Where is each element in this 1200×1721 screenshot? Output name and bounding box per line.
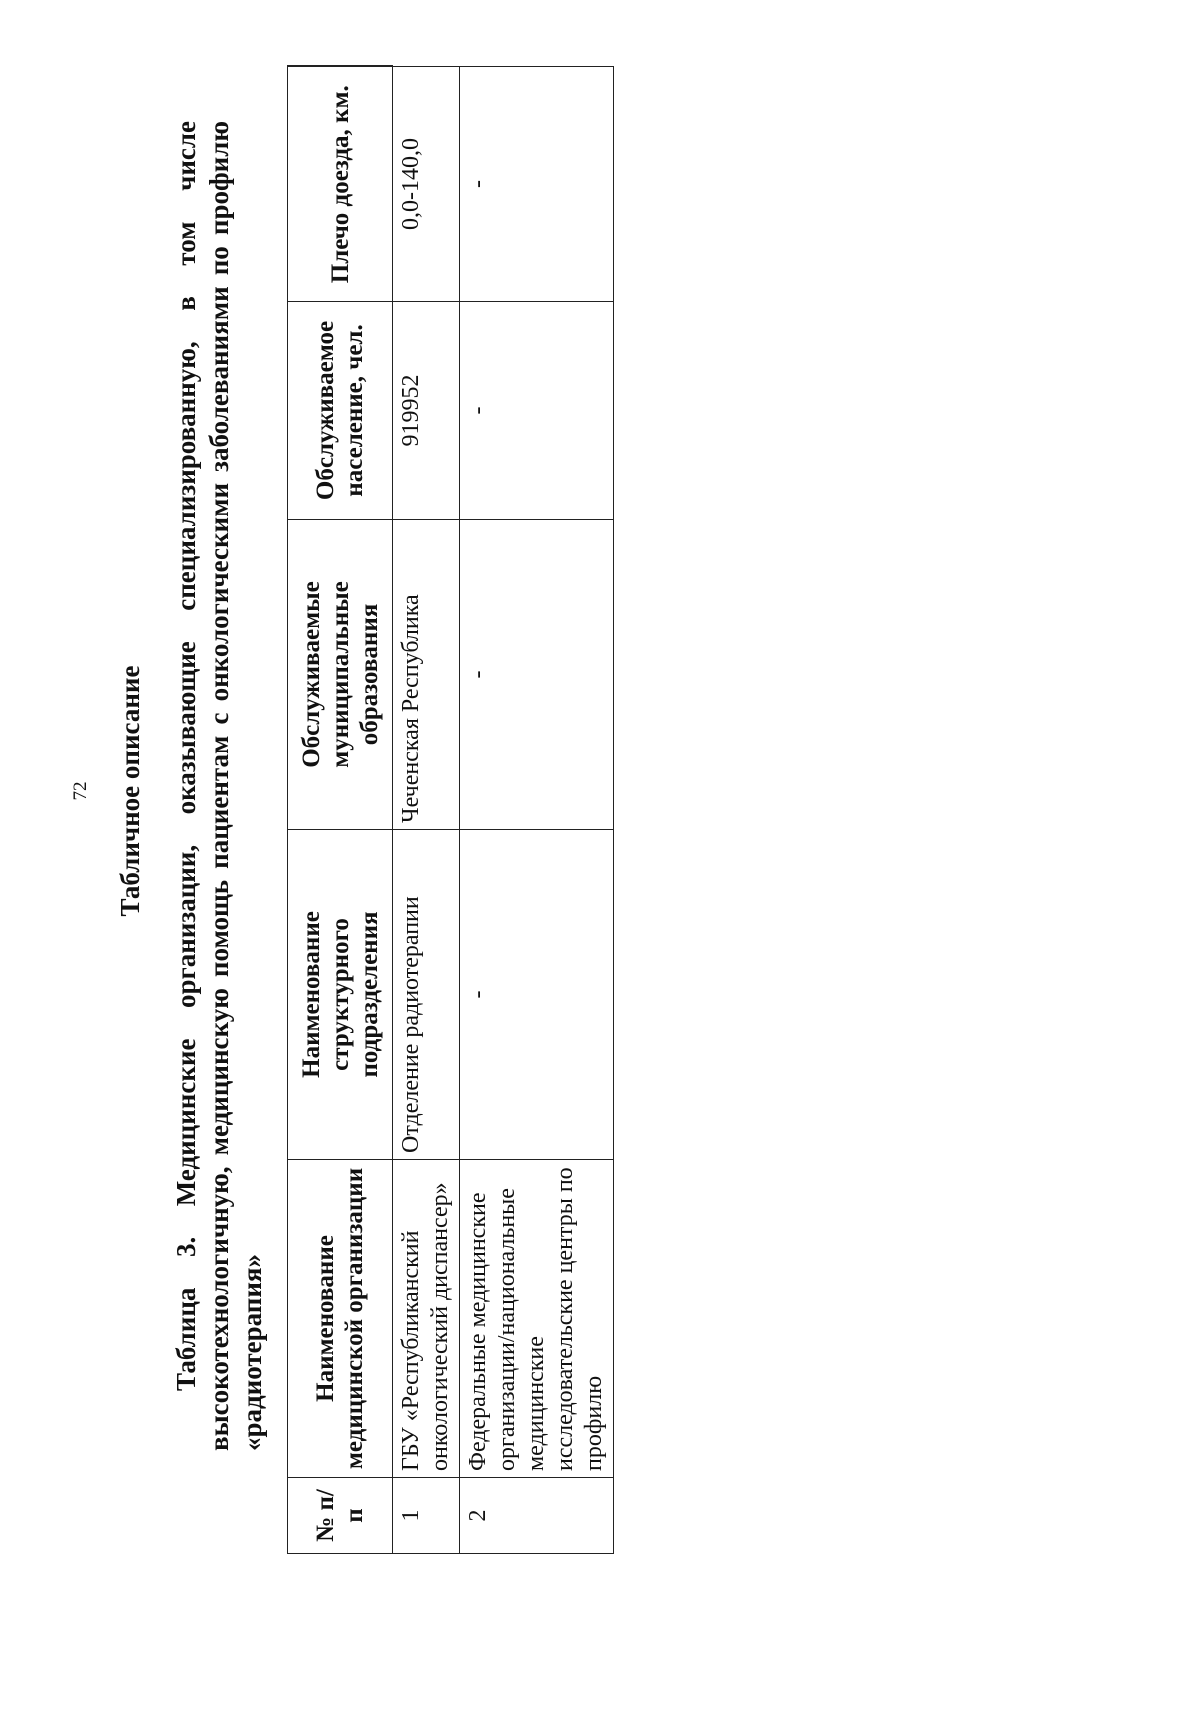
cell-population: - [460, 302, 614, 520]
cell-num: 2 [460, 1478, 614, 1554]
table-caption: Таблица 3. Медицинские организации, оказывающие специализированную, в том числе высокотехнологичную, медицинскую помощь пациентам с онкологическими заболеваниями по профилю «радиотерапия» [171, 121, 267, 1451]
cell-municipalities: Чеченская Республика [393, 520, 460, 830]
header-num: № п/п [288, 1478, 393, 1554]
cell-unit: Отделение радиотерапии [393, 830, 460, 1160]
table-header-row [288, 67, 393, 1554]
table-row [393, 67, 460, 1554]
header-distance: Плечо доезда, км. [288, 67, 393, 302]
header-population: Обслуживаемое население, чел. [288, 302, 393, 520]
cell-num: 1 [393, 1478, 460, 1554]
section-heading: Табличное описание [115, 665, 145, 917]
cell-municipalities: - [460, 520, 614, 830]
cell-org: ГБУ «Республиканский онкологический диспансер» [393, 1160, 460, 1478]
cell-population: 919952 [393, 302, 460, 520]
cell-distance: - [460, 67, 614, 302]
cell-unit: - [460, 830, 614, 1160]
cell-org: Федеральные медицинские организации/национальные медицинские исследовательские центры по профилю [460, 1160, 614, 1478]
header-org: Наименование медицинской организации [288, 1160, 393, 1478]
page-number: 72 [70, 781, 91, 801]
header-unit: Наименование структурного подразделения [288, 830, 393, 1160]
cell-distance: 0,0-140,0 [393, 67, 460, 302]
header-municipalities: Обслуживаемые муниципальные образования [288, 520, 393, 830]
organizations-table [287, 66, 614, 1555]
table-row [460, 67, 614, 1554]
